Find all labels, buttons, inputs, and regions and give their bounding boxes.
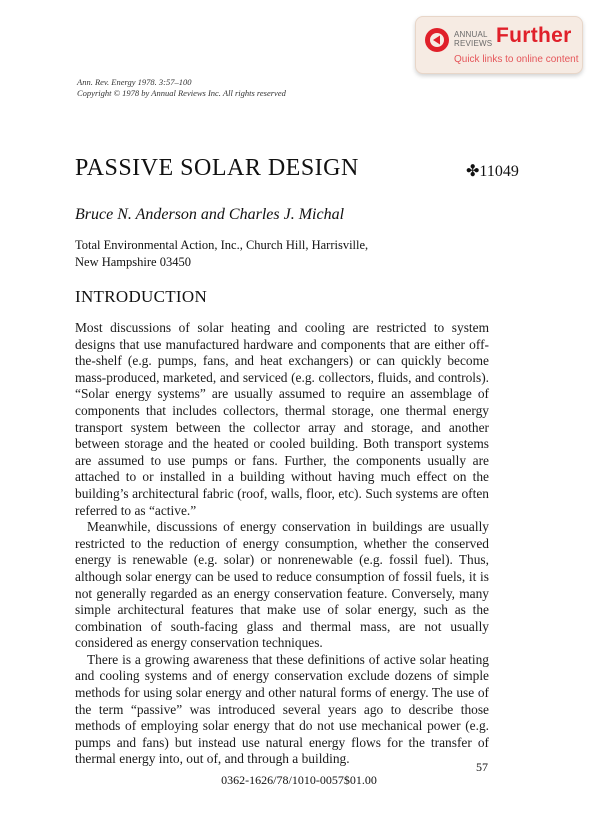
- annual-label: ANNUAL: [454, 30, 488, 39]
- citation-line-2: Copyright © 1978 by Annual Reviews Inc. All rights reserved: [77, 88, 286, 98]
- affiliation: [75, 237, 368, 271]
- page-number: 57: [476, 760, 488, 774]
- annual-reviews-logo-icon: [424, 27, 450, 53]
- annual-reviews-label: [454, 30, 494, 48]
- citation-line-1: Ann. Rev. Energy 1978. 3:57–100: [77, 77, 192, 87]
- paragraph-2: Meanwhile, discussions of energy conservation in buildings are usually restricted to the reduction of energy consumption, whether the conserved energy is renewable (e.g. solar) or nonrenewable (e.g. fossil fuel). Thus, although solar energy can be used to reduce consumption of fossil fuels, it is not generally regarded as an energy conservation feature. Conversely, many simple architectural features that make use of solar energy, such as the combination of south-facing glass and thermal mass, are not usually considered as energy conservation techniques.: [75, 519, 489, 651]
- journal-citation: [77, 77, 286, 99]
- body-text: [75, 320, 489, 768]
- annual-reviews-further-badge[interactable]: [415, 16, 583, 74]
- authors: Bruce N. Anderson and Charles J. Michal: [75, 206, 345, 223]
- affiliation-line-2: New Hampshire 03450: [75, 255, 191, 269]
- reviews-label: REVIEWS: [454, 39, 493, 48]
- paragraph-3: There is a growing awareness that these definitions of active solar heating and cooling systems and of energy conservation exclude dozens of simple methods for using solar energy and other natural forms of energy. The use of the term “passive” was introduced several years ago to describe those methods of employing solar energy that do not use mechanical power (e.g. pumps and fans) but instead use natural energy flows for the transfer of thermal energy into, out of, and through a building.: [75, 651, 489, 767]
- paragraph-1: Most discussions of solar heating and cooling are restricted to system designs that use manufactured hardware and components that are either off-the-shelf (e.g. pumps, fans, and heat exchangers) or can quickly become mass-produced, marketed, and serviced (e.g. collectors, fluids, and controls). “Solar energy systems” are usually assumed to require an assemblage of components that includes collectors, thermal storage, one thermal energy transport system between the collector array and storage, and another between storage and the heated or cooled building. Both transport systems are assumed to use pumps or fans. Further, the components usually are attached to or installed in a building without having much effect on the building’s architectural fabric (roof, walls, floor, etc). Such systems are often referred to as “active.”: [75, 320, 489, 518]
- document-code: 0362-1626/78/1010-0057$01.00: [221, 773, 377, 787]
- section-heading-introduction: INTRODUCTION: [75, 287, 208, 306]
- article-title: PASSIVE SOLAR DESIGN: [75, 155, 359, 181]
- affiliation-line-1: Total Environmental Action, Inc., Church Hill, Harrisville,: [75, 238, 369, 252]
- further-subtitle: Quick links to online content: [454, 54, 579, 65]
- further-label: Further: [496, 24, 572, 47]
- article-number: ✤11049: [466, 163, 519, 180]
